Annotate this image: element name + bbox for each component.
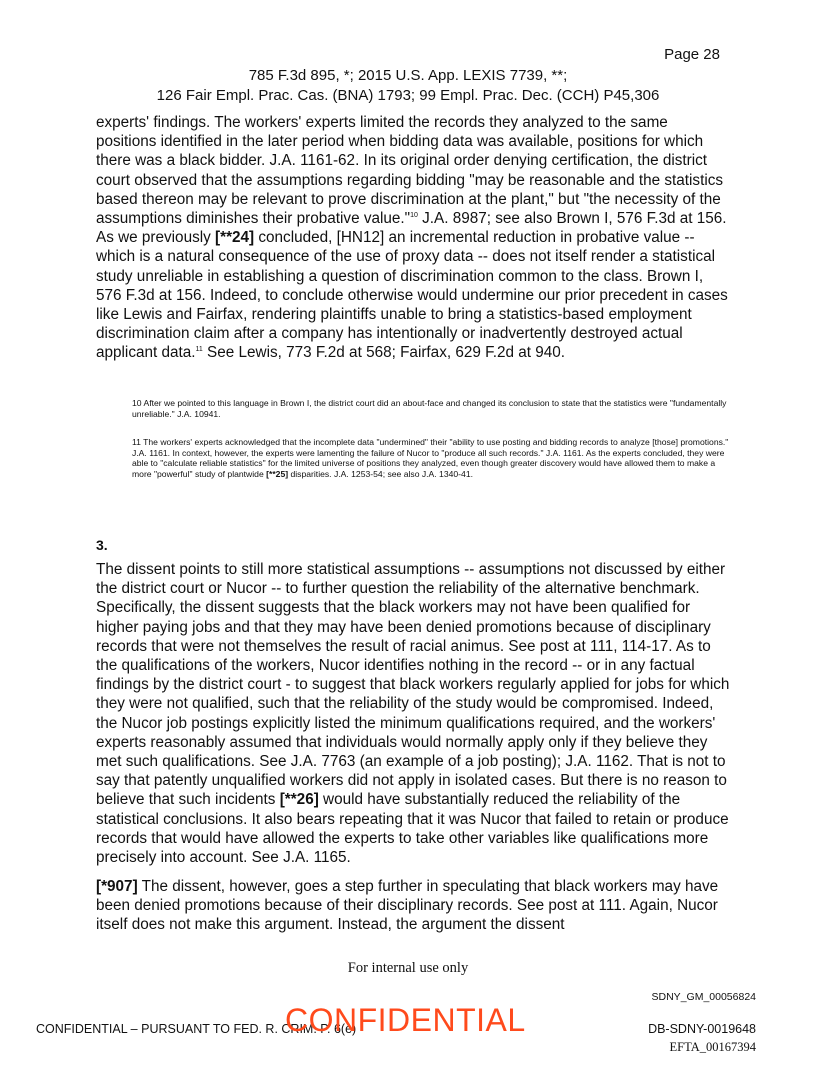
para1-text-a: experts' findings. The workers' experts limited the records they analyzed to the same positions identified in the later period when bidding data was available, positions for which there was a black bidder. J.A. 1161-62. In its original order denying certification, the district court observed that the assumptions regarding bidding "may be reasonable and the statistics based thereon may be relevant to prove discrimination at the plant," but "the necessity of the assumptions diminishes their probative value."	[96, 114, 724, 228]
opinion-paragraph-3	[96, 877, 730, 935]
footnote-11-text-b: disparities. J.A. 1253-54; see also J.A. 1340-41.	[288, 468, 473, 479]
star-page-25: [**25]	[266, 468, 289, 479]
para1-text-b: J.A. 8987; see also Brown I, 576 F.3d at 156. As we previously	[96, 210, 727, 247]
opinion-paragraph-1	[96, 113, 730, 363]
star-page-907: [*907]	[96, 878, 138, 895]
footnote-11-text-a: 11 The workers' experts acknowledged that the incomplete data "undermined" their "ability to use posting and bidding records to analyze [those] promotions." J.A. 1161. In context, however, the experts were lamenting the failure of Nucor to "produce all such records." J.A. 1161. As the experts concluded, they were able to "calculate reliable statistics" for the limited universe of positions they analyzed, even though greater discovery would have allowed them to make a more "powerful" study of plantwide	[132, 437, 729, 479]
footnote-ref-11[interactable]: 11	[195, 346, 203, 354]
section-heading: 3.	[96, 537, 108, 553]
bates-number-db-sdny: DB-SDNY-0019648	[648, 1022, 756, 1036]
para2-text-b: would have substantially reduced the reliability of the statistical conclusions. It also bears repeating that it was Nucor that failed to retain or produce records that would have allowed the experts to take other variables like qualifications more precisely into account. See J.A. 1165.	[96, 791, 729, 867]
para3-text: The dissent, however, goes a step further in speculating that black workers may have been denied promotions because of their disciplinary records. See post at 111. Again, Nucor itself does not make this argument. Instead, the argument the dissent	[96, 878, 719, 934]
para1-text-d: See Lewis, 773 F.2d at 568; Fairfax, 629 F.2d at 940.	[202, 344, 566, 362]
citation-line-2: 126 Fair Empl. Prac. Cas. (BNA) 1793; 99 Empl. Prac. Dec. (CCH) P45,306	[156, 87, 660, 104]
para2-text-a: The dissent points to still more statistical assumptions -- assumptions not discussed by either the district court or Nucor -- to further question the reliability of the alternative benchmark. Specifically, the dissent suggests that the black workers may not have been qualified for higher paying jobs and that they may have been denied promotions because of disciplinary records that were not themselves the result of racial animus. See post at 111, 114-17. As to the qualifications of the workers, Nucor identifies nothing in the record -- or in any factual findings by the district court - to suggest that black workers regularly applied for jobs for which they were not qualified, such that the reliability of the study would be compromised. Indeed, the Nucor job postings explicitly listed the minimum qualifications required, and the workers' experts reasonably assumed that individuals would normally apply only if they believe they met such qualifications. See J.A. 7763 (an example of a job posting); J.A. 1162. That is not to say that patently unqualified workers did not apply in isolated cases. But there is no reason to believe that such incidents	[96, 561, 730, 809]
confidential-stamp: CONFIDENTIAL	[285, 1002, 526, 1038]
para1-text-c: concluded, [HN12] an incremental reduction in probative value -- which is a natural consequence of the use of proxy data -- does not itself render a statistical study unreliable in establishing a question of discrimination common to the class. Brown I, 576 F.3d at 156. Indeed, to conclude otherwise would undermine our prior precedent in cases like Lewis and Fairfax, rendering plaintiffs unable to bring a statistics-based employment discrimination claim after a company has intentionally or inadvertently destroyed actual applicant data.	[96, 229, 728, 362]
bates-number-sdny-gm: SDNY_GM_00056824	[651, 991, 756, 1003]
footnote-11	[132, 437, 730, 479]
footnote-10: 10 After we pointed to this language in Brown I, the district court did an about-face and changed its conclusion to state that the statistics were "fundamentally unreliable." J.A. 10941.	[132, 398, 727, 419]
star-page-24: [**24]	[215, 229, 255, 247]
efta-number: EFTA_00167394	[669, 1040, 756, 1054]
footnote-ref-10[interactable]: 10	[410, 211, 418, 219]
page-number: Page 28	[664, 46, 720, 63]
star-page-26: [**26]	[279, 791, 319, 809]
opinion-paragraph-2	[96, 560, 730, 867]
internal-use-note: For internal use only	[347, 960, 469, 976]
confidential-notice: CONFIDENTIAL – PURSUANT TO FED. R. CRIM. P. 6(e)	[36, 1022, 357, 1036]
citation-line-1: 785 F.3d 895, *; 2015 U.S. App. LEXIS 7739, **;	[248, 67, 568, 84]
